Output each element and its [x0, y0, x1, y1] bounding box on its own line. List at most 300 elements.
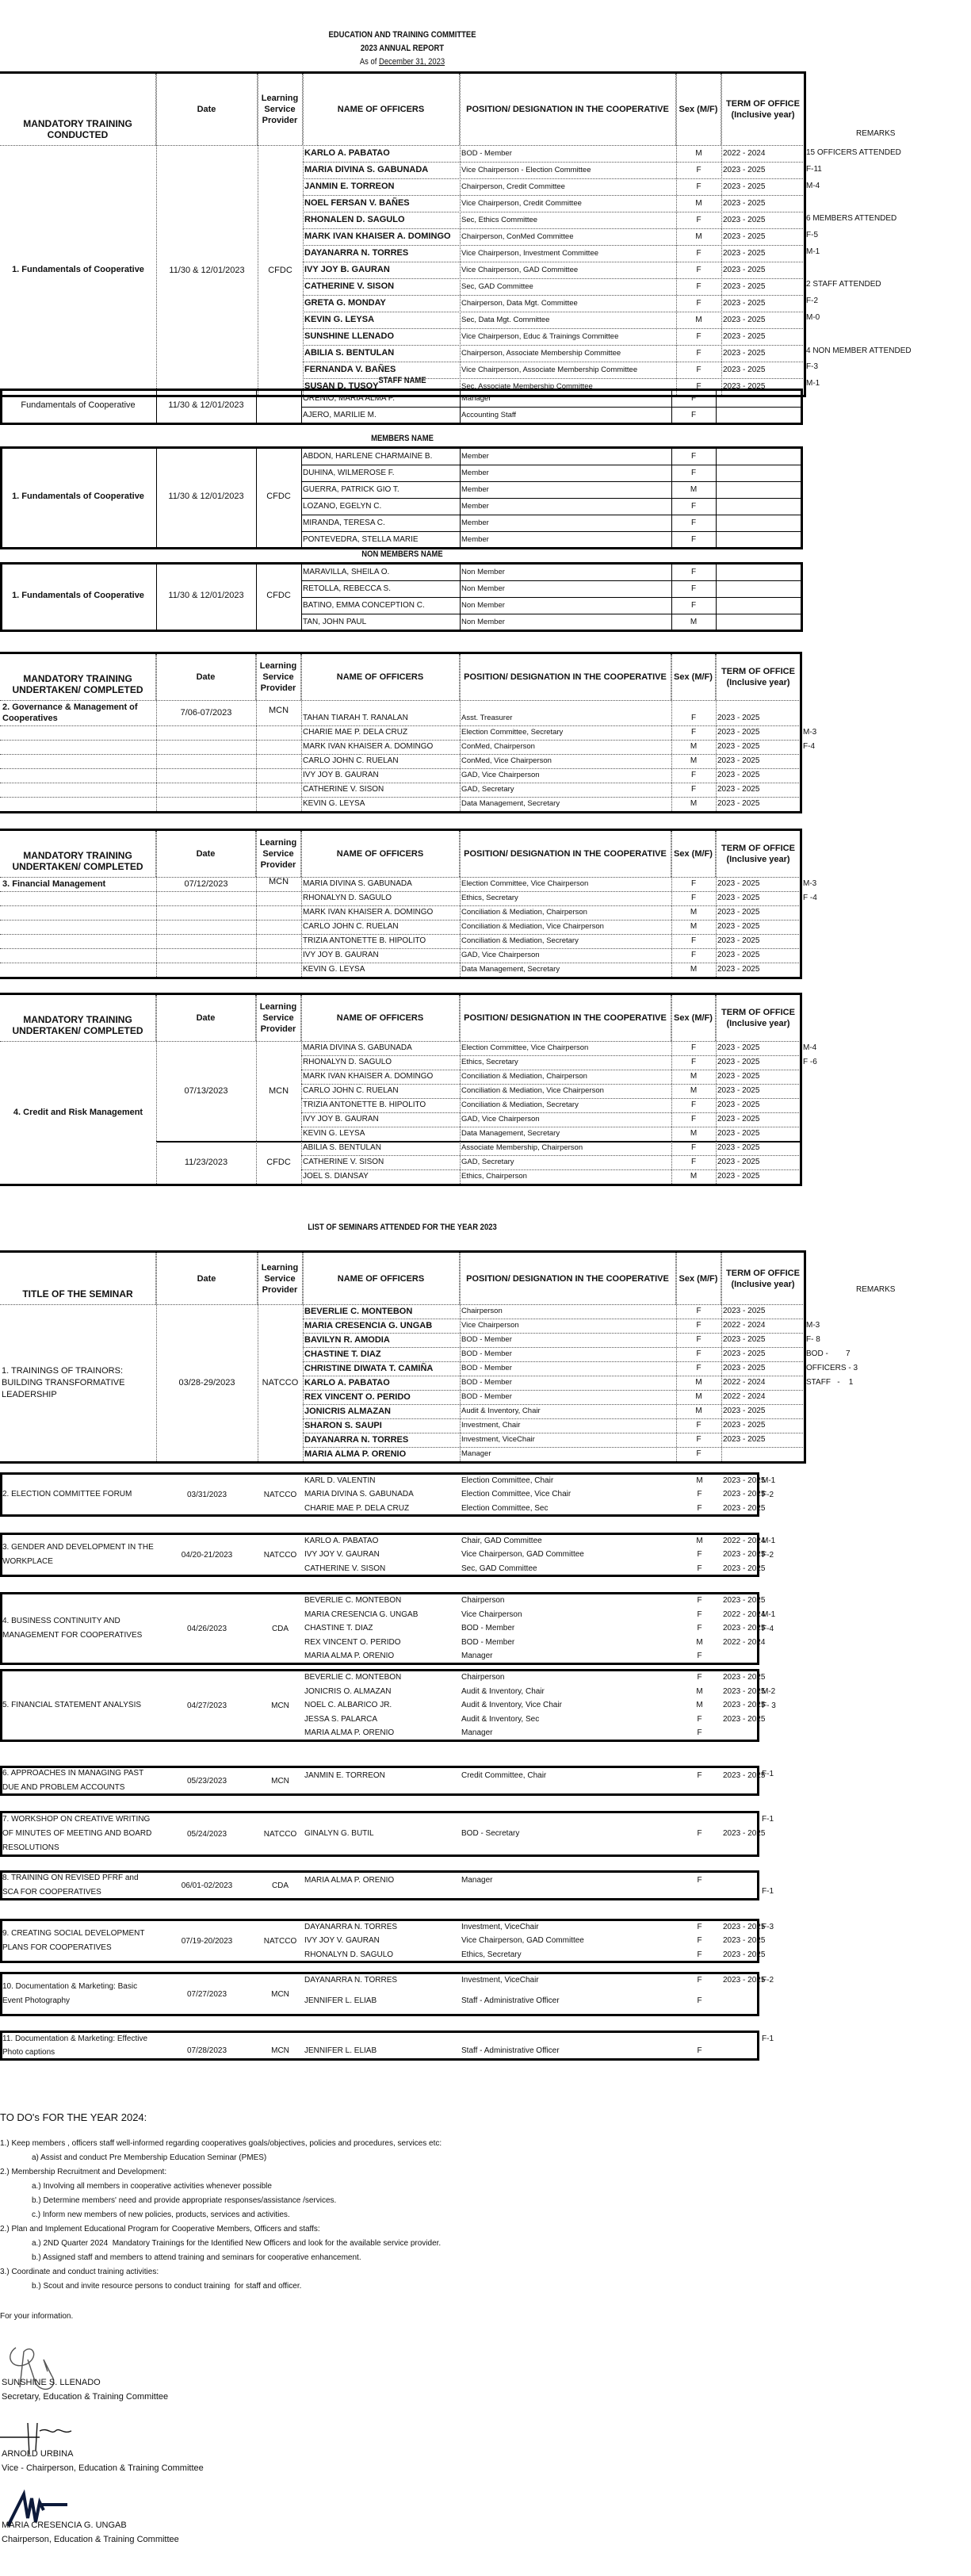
column-divider	[671, 654, 672, 811]
col-name-header: NAME OF OFFICERS	[301, 995, 460, 1041]
officer-name: MARIA DIVINA S. GABUNADA	[303, 879, 412, 888]
col-date-header: Date	[156, 654, 256, 700]
officer-position: BOD - Member	[461, 1392, 512, 1401]
attendee-term: 2023 - 2025	[723, 1550, 766, 1560]
remark-text: 6 MEMBERS ATTENDED	[806, 214, 897, 224]
attendee-name: DAYANARRA N. TORRES	[304, 1923, 398, 1931]
attendee-term: 2023 - 2025	[723, 1714, 766, 1724]
table-top-border	[0, 71, 805, 74]
remark-text: F-1	[762, 1815, 774, 1824]
officer-term: 2023 - 2025	[723, 182, 766, 191]
officer-sex: F	[690, 1100, 697, 1109]
officer-sex: F	[696, 299, 701, 308]
table-right-border	[800, 993, 802, 1186]
officer-term: 2023 - 2025	[717, 1058, 760, 1066]
remark-text: BOD - 7	[806, 1349, 851, 1358]
officer-term: 2023 - 2025	[717, 1158, 760, 1166]
officer-term: 2023 - 2025	[723, 382, 766, 391]
attendee-sex: F	[697, 1876, 702, 1885]
attendee-position: Chairperson	[461, 1596, 505, 1605]
col-training-header: MANDATORY TRAINING UNDERTAKEN/ COMPLETED	[0, 654, 156, 700]
col-sex-header: Sex (M/F)	[671, 995, 716, 1041]
officer-sex: M	[695, 316, 702, 324]
attendee-term: 2023 - 2025	[723, 1476, 766, 1485]
officer-term: 2023 - 2025	[717, 756, 760, 765]
officer-term: 2023 - 2025	[723, 166, 766, 174]
officer-term: 2023 - 2025	[717, 1100, 760, 1109]
officer-term: 2023 - 2025	[717, 908, 760, 917]
officer-name: ABDON, HARLENE CHARMAINE B.	[303, 452, 433, 461]
attendee-position: BOD - Member	[461, 1624, 515, 1633]
attendee-position: Vice Chairperson, GAD Committee	[461, 1936, 584, 1946]
attendee-name: JANMIN E. TORREON	[304, 1771, 385, 1780]
training-title: Fundamentals of Cooperative	[21, 400, 136, 410]
attendee-sex: F	[697, 1550, 702, 1560]
attendee-position: Manager	[461, 1876, 493, 1885]
officer-term: 2022 - 2024	[723, 1321, 766, 1330]
column-divider	[716, 995, 717, 1184]
officer-position: Sec, Associate Membership Committee	[461, 382, 593, 391]
attendee-term: 2023 - 2025	[723, 1490, 766, 1499]
attendee-term: 2023 - 2025	[723, 1923, 766, 1931]
seminar-date: 03/28-29/2023	[178, 1378, 235, 1388]
todo-item: 2.) Plan and Implement Educational Program for Cooperative Members, Officers and staffs:	[0, 2225, 320, 2233]
column-divider	[156, 74, 157, 395]
seminar-title: 5. FINANCIAL STATEMENT ANALYSIS	[2, 1701, 142, 1709]
attendee-position: Staff - Administrative Officer	[461, 1996, 560, 2005]
attendee-position: Election Committee, Sec	[461, 1503, 549, 1513]
officer-term: 2023 - 2025	[723, 1407, 766, 1415]
officer-sex: F	[690, 1058, 697, 1066]
remark-text: F-1	[762, 1887, 774, 1896]
officer-term: 2023 - 2025	[723, 266, 766, 274]
remark-text: M-2	[762, 1687, 776, 1696]
training-title: 1. Fundamentals of Cooperative	[12, 590, 144, 600]
remark-text: 4 NON MEMBER ATTENDED	[806, 346, 912, 355]
attendee-name: MARIA ALMA P. ORENIO	[304, 1876, 395, 1885]
officer-name: RETOLLA, REBECCA S.	[303, 584, 391, 593]
officer-sex: F	[696, 1421, 701, 1430]
column-divider	[716, 562, 717, 630]
seminar-date: 06/01-02/2023	[181, 1881, 233, 1890]
attendee-sex: M	[696, 1537, 703, 1545]
officer-term: 2023 - 2025	[723, 216, 766, 224]
officer-position: BOD - Member	[461, 1349, 512, 1358]
officer-term: 2023 - 2025	[717, 922, 760, 931]
training-date: 7/06-07/2023	[180, 708, 232, 718]
attendee-position: Staff - Administrative Officer	[461, 2046, 560, 2055]
seminar-title: 1. TRAININGS OF TRAINORS: BUILDING TRANSFORMATIVE LEADERSHIP	[2, 1365, 125, 1399]
officer-term: 2022 - 2024	[723, 1392, 766, 1401]
learning-service-provider: MCN	[271, 1989, 289, 1999]
column-divider	[460, 74, 461, 395]
officer-term: 2023 - 2025	[723, 1364, 766, 1372]
officer-name: CARLO JOHN C. RUELAN	[303, 922, 399, 931]
attendee-name: CHASTINE T. DIAZ	[304, 1624, 373, 1633]
officer-position: Conciliation & Mediation, Chairperson	[461, 1072, 587, 1081]
learning-service-provider: NATCCO	[263, 1829, 297, 1839]
attendee-position: Ethics, Secretary	[461, 1950, 522, 1959]
attendee-sex: F	[697, 1596, 702, 1605]
attendee-term: 2023 - 2025	[723, 1829, 766, 1838]
officer-term: 2023 - 2025	[723, 332, 766, 341]
table-top-border	[0, 829, 801, 831]
officer-sex: M	[690, 756, 698, 765]
seminar-title: 2. ELECTION COMMITTEE FORUM	[2, 1490, 132, 1499]
column-divider	[256, 654, 257, 811]
column-divider	[716, 389, 717, 423]
table-bottom-border	[0, 977, 801, 979]
col-position-header: POSITION/ DESIGNATION IN THE COOPERATIVE	[460, 995, 671, 1041]
remark-text: F-3	[762, 1923, 774, 1931]
training-date: 11/30 & 12/01/2023	[169, 265, 245, 275]
officer-sex: F	[690, 714, 697, 722]
officer-name: IVY JOY B. GAURAN	[303, 1115, 379, 1123]
attendee-name: GINALYN G. BUTIL	[304, 1829, 374, 1838]
officer-position: Member	[461, 535, 489, 544]
officer-position: Ethics, Chairperson	[461, 1172, 527, 1181]
attendee-sex: F	[697, 1923, 702, 1931]
officer-term: 2023 - 2025	[723, 1335, 766, 1344]
col-sex-header: Sex (M/F)	[676, 1253, 721, 1304]
remark-text: M-3	[803, 728, 817, 737]
officer-position: Data Management, Secretary	[461, 1129, 560, 1138]
attendee-term: 2023 - 2025	[723, 1686, 766, 1696]
officer-sex: M	[690, 922, 698, 931]
officer-position: Vice Chairperson, Investment Committee	[461, 249, 599, 258]
officer-name: KARLO A. PABATAO	[304, 148, 390, 158]
attendee-position: Chairperson	[461, 1673, 505, 1682]
attendee-term	[721, 1874, 759, 1887]
officer-sex: F	[696, 1307, 701, 1315]
col-position-header: POSITION/ DESIGNATION IN THE COOPERATIVE	[460, 654, 671, 700]
officer-name: IVY JOY B. GAURAN	[303, 771, 379, 779]
officer-name: SUNSHINE LLENADO	[304, 331, 395, 341]
attendee-term: 2023 - 2025	[723, 1936, 766, 1946]
officer-sex: F	[696, 1435, 701, 1444]
seminar-date: 04/26/2023	[186, 1624, 227, 1633]
officer-name: MARK IVAN KHAISER A. DOMINGO	[304, 232, 451, 241]
officer-sex: F	[696, 1364, 701, 1372]
remark-text: F-5	[806, 231, 818, 239]
officer-name: FERNANDA V. BAÑES	[304, 365, 396, 374]
column-divider	[256, 446, 257, 548]
officer-sex: F	[690, 1143, 697, 1152]
attendee-position: Election Committee, Chair	[461, 1476, 554, 1485]
officer-name: GRETA G. MONDAY	[304, 298, 386, 308]
officer-sex: F	[696, 1321, 701, 1330]
officer-position: Non Member	[461, 618, 505, 626]
officer-sex: F	[690, 728, 697, 737]
signatory-title: Vice - Chairperson, Education & Training Committee	[2, 2463, 204, 2473]
col-term-header: TERM OF OFFICE (Inclusive year)	[721, 667, 795, 687]
column-divider	[301, 654, 302, 811]
officer-term: 2023 - 2025	[717, 1115, 760, 1123]
as-of-prefix: As of	[359, 57, 380, 67]
signatory-name: ARNOLD URBINA	[2, 2449, 74, 2459]
table-top-border	[0, 652, 801, 654]
seminar-title: 9. CREATING SOCIAL DEVELOPMENT PLANS FOR COOPERATIVES	[2, 1929, 145, 1952]
remark-text: STAFF - 1	[806, 1378, 854, 1387]
attendee-name: BEVERLIE C. MONTEBON	[304, 1673, 402, 1682]
officer-sex: F	[690, 601, 697, 610]
officer-sex: F	[690, 535, 697, 544]
officer-position: Ethics, Secretary	[461, 1058, 518, 1066]
column-divider	[460, 831, 461, 977]
as-of-date: December 31, 2023	[379, 57, 445, 67]
officer-name: MARIA DIVINA S. GABUNADA	[303, 1043, 412, 1052]
remark-text: F-4	[803, 742, 815, 751]
col-name-header: NAME OF OFFICERS	[303, 1253, 460, 1304]
attendee-name: IVY JOY V. GAURAN	[304, 1936, 380, 1946]
officer-position: GAD, Vice Chairperson	[461, 951, 540, 959]
column-divider	[671, 995, 672, 1184]
officer-term: 2023 - 2025	[723, 349, 766, 358]
todo-item: a) Assist and conduct Pre Membership Education Seminar (PMES)	[32, 2153, 267, 2162]
attendee-term	[721, 1991, 759, 2011]
officer-sex: F	[690, 452, 697, 461]
remark-text: M-1	[806, 247, 820, 256]
officer-term: 2023 - 2025	[717, 771, 760, 779]
officer-name: TRIZIA ANTONETTE B. HIPOLITO	[303, 1100, 426, 1109]
officer-term: 2023 - 2025	[717, 879, 760, 888]
attendee-term: 2023 - 2025	[723, 1503, 766, 1513]
remark-text: M-1	[762, 1537, 776, 1545]
todo-heading: TO DO's FOR THE YEAR 2024:	[0, 2111, 147, 2123]
officer-sex: F	[690, 584, 697, 593]
attendee-sex: F	[697, 1624, 702, 1633]
attendee-sex: F	[697, 1771, 702, 1780]
officer-position: Vice Chairperson, Credit Committee	[461, 199, 582, 208]
officer-sex: F	[696, 166, 701, 174]
signatory-name: SUNSHINE S. LLENADO	[2, 2378, 101, 2387]
attendee-name: JENNIFER L. ELIAB	[304, 1996, 377, 2005]
officer-name: CHASTINE T. DIAZ	[304, 1349, 381, 1359]
col-training-header: TITLE OF THE SEMINAR	[0, 1253, 156, 1304]
training-date: 11/30 & 12/01/2023	[168, 591, 244, 600]
remarks-header: REMARKS	[856, 1285, 896, 1294]
seminar-date: 07/27/2023	[186, 1989, 227, 1999]
attendee-term: 2023 - 2025	[723, 1771, 766, 1780]
officer-term: 2023 - 2025	[717, 714, 760, 722]
officer-position: Sec, GAD Committee	[461, 282, 533, 291]
col-sex-header: Sex (M/F)	[676, 74, 721, 145]
remark-text: M-3	[803, 879, 817, 888]
officer-sex: F	[690, 502, 697, 511]
column-divider	[156, 654, 157, 811]
attendee-sex: F	[697, 1996, 702, 2005]
attendee-position: Manager	[461, 1728, 493, 1738]
seminar-date: 04/27/2023	[186, 1701, 227, 1710]
col-term-header: TERM OF OFFICE (Inclusive year)	[721, 1008, 795, 1028]
attendee-name: DAYANARRA N. TORRES	[304, 1976, 398, 1985]
committee-title: EDUCATION AND TRAINING COMMITTEE	[328, 30, 476, 40]
column-divider	[256, 995, 257, 1184]
officer-name: MARAVILLA, SHEILA O.	[303, 568, 390, 576]
column-divider	[301, 389, 302, 423]
column-divider	[676, 74, 677, 395]
officer-sex: F	[690, 1158, 697, 1166]
officer-name: MARIA DIVINA S. GABUNADA	[304, 165, 429, 174]
section-label: STAFF NAME	[378, 376, 426, 385]
todo-item: b.) Scout and invite resource persons to conduct training for staff and officer.	[32, 2282, 302, 2291]
attendee-term	[721, 1649, 759, 1663]
seminar-title: 7. WORKSHOP ON CREATIVE WRITING OF MINUTES OF MEETING AND BOARD RESOLUTIONS	[2, 1815, 152, 1852]
officer-position: Chairperson, ConMed Committee	[461, 232, 574, 241]
officer-sex: F	[696, 382, 701, 391]
officer-sex: F	[690, 951, 697, 959]
remark-text: F-3	[806, 362, 818, 372]
officer-position: Conciliation & Mediation, Vice Chairperson	[461, 922, 604, 931]
officer-name: RHONALYN D. SAGULO	[303, 1058, 392, 1066]
officer-name: KARLO A. PABATAO	[304, 1378, 390, 1388]
officer-name: CHARIE MAE P. DELA CRUZ	[303, 728, 408, 737]
col-date-header: Date	[156, 74, 258, 145]
seminar-date: 05/23/2023	[186, 1776, 227, 1786]
col-name-header: NAME OF OFFICERS	[301, 831, 460, 877]
officer-position: Vice Chairperson	[461, 1321, 519, 1330]
seminar-title: 6. APPROACHES IN MANAGING PAST DUE AND PROBLEM ACCOUNTS	[2, 1769, 144, 1792]
officer-position: Member	[461, 502, 489, 511]
officer-name: KEVIN G. LEYSA	[304, 315, 375, 324]
remark-text: M-4	[806, 181, 820, 190]
attendee-position: Sec, GAD Committee	[461, 1564, 537, 1573]
officer-position: Data Management, Secretary	[461, 965, 560, 974]
training-title: 1. Fundamentals of Cooperative	[12, 491, 144, 501]
officer-name: TAN, JOHN PAUL	[303, 618, 367, 626]
attendee-name: CATHERINE V. SISON	[304, 1564, 386, 1573]
officer-term: 2023 - 2025	[723, 299, 766, 308]
attendee-term	[721, 2044, 759, 2057]
officer-position: Asst. Treasurer	[461, 714, 513, 722]
officer-position: Accounting Staff	[461, 411, 517, 419]
attendee-sex: F	[697, 1610, 702, 1619]
col-sex-header: Sex (M/F)	[671, 831, 716, 877]
officer-name: DUHINA, WILMEROSE F.	[303, 469, 395, 477]
as-of-line	[56, 57, 748, 67]
learning-service-provider: CDA	[271, 1624, 289, 1633]
officer-position: Non Member	[461, 568, 505, 576]
officer-position: Election Committee, Secretary	[461, 728, 564, 737]
officer-sex: M	[690, 742, 698, 751]
remark-text: F- 8	[806, 1335, 820, 1344]
officer-term: 2023 - 2025	[717, 799, 760, 808]
col-name-header: NAME OF OFFICERS	[301, 654, 460, 700]
officer-term: 2023 - 2025	[723, 282, 766, 291]
officer-term: 2023 - 2025	[717, 1086, 760, 1095]
learning-service-provider: NATCCO	[263, 1936, 297, 1946]
officer-position: Investment, Chair	[461, 1421, 521, 1430]
table-bottom-border	[0, 1461, 805, 1464]
officer-position: BOD - Member	[461, 1378, 512, 1387]
remarks-header: REMARKS	[856, 129, 896, 138]
attendee-term: 2022 - 2024	[723, 1610, 766, 1619]
learning-service-provider: CFDC	[266, 591, 291, 600]
attendee-name: BEVERLIE C. MONTEBON	[304, 1596, 402, 1605]
attendee-term: 2022 - 2024	[723, 1537, 766, 1545]
officer-position: Election Committee, Vice Chairperson	[461, 879, 589, 888]
officer-term: 2023 - 2025	[717, 1129, 760, 1138]
attendee-term: 2023 - 2025	[723, 1976, 766, 1985]
officer-term: 2022 - 2024	[723, 1378, 766, 1387]
training-title: 1. Fundamentals of Cooperative	[12, 265, 144, 274]
todo-item: c.) Inform new members of new policies, products, services and activities.	[32, 2210, 290, 2219]
attendee-name: IVY JOY V. GAURAN	[304, 1550, 380, 1560]
seminar-title: 10. Documentation & Marketing: Basic Event Photography	[2, 1982, 138, 2005]
officer-position: Chairperson, Data Mgt. Committee	[461, 299, 578, 308]
seminar-date: 07/19-20/2023	[181, 1936, 233, 1946]
column-divider	[460, 389, 461, 423]
officer-term: 2023 - 2025	[717, 728, 760, 737]
officer-term: 2023 - 2025	[717, 742, 760, 751]
officer-sex: F	[690, 1115, 697, 1123]
attendee-term: 2022 - 2024	[723, 1637, 766, 1647]
col-lsp-header: Learning Service Provider	[258, 1253, 303, 1304]
signatory-title: Chairperson, Education & Training Committee	[2, 2535, 179, 2544]
officer-term: 2023 - 2025	[723, 232, 766, 241]
officer-name: JANMIN E. TORREON	[304, 182, 395, 191]
officer-position: Sec, Ethics Committee	[461, 216, 538, 224]
learning-service-provider	[256, 389, 301, 422]
officer-name: IVY JOY B. GAURAN	[303, 951, 379, 959]
officer-name: KEVIN G. LEYSA	[303, 1129, 365, 1138]
attendee-name: MARIA ALMA P. ORENIO	[304, 1652, 395, 1661]
officer-name: JONICRIS ALMAZAN	[304, 1407, 391, 1416]
col-name-header: NAME OF OFFICERS	[303, 74, 460, 145]
officer-sex: M	[695, 199, 702, 208]
officer-sex: M	[690, 1086, 698, 1095]
attendee-name: JONICRIS O. ALMAZAN	[304, 1686, 392, 1696]
col-sex-header: Sex (M/F)	[671, 654, 716, 700]
officer-sex: F	[690, 894, 697, 902]
seminar-title: 11. Documentation & Marketing: Effective Photo captions	[2, 2034, 148, 2057]
officer-sex: F	[696, 1449, 701, 1458]
todo-item: b.) Determine members' need and provide appropriate responses/assistance /services.	[32, 2196, 337, 2205]
officer-name: CARLO JOHN C. RUELAN	[303, 756, 399, 765]
officer-sex: F	[690, 394, 697, 403]
officer-term: 2023 - 2025	[723, 199, 766, 208]
officer-term: 2023 - 2025	[723, 1349, 766, 1358]
officer-sex: F	[690, 771, 697, 779]
officer-term: 2022 - 2024	[723, 149, 766, 158]
attendee-position: Vice Chairperson	[461, 1610, 522, 1619]
officer-sex: F	[696, 216, 701, 224]
officer-term: 2023 - 2025	[723, 366, 766, 374]
officer-term: 2023 - 2025	[723, 1435, 766, 1444]
attendee-name: NOEL C. ALBARICO JR.	[304, 1701, 392, 1710]
remark-text: F-11	[806, 164, 822, 174]
officer-sex: M	[690, 965, 698, 974]
training-title: 2. Governance & Management of Cooperatives	[2, 702, 138, 723]
officer-term: 2023 - 2025	[723, 1421, 766, 1430]
officer-sex: F	[696, 182, 701, 191]
col-position-header: POSITION/ DESIGNATION IN THE COOPERATIVE	[460, 831, 671, 877]
officer-name: DAYANARRA N. TORRES	[304, 1435, 409, 1445]
officer-name: CATHERINE V. SISON	[303, 1158, 384, 1166]
remark-text: F-2	[762, 1976, 774, 1985]
learning-service-provider: MCN	[271, 2046, 289, 2055]
attendee-term: 2023 - 2025	[723, 1673, 766, 1682]
attendee-name: MARIA DIVINA S. GABUNADA	[304, 1490, 414, 1499]
officer-name: MARIA ALMA P. ORENIO	[304, 1449, 407, 1459]
officer-position: GAD, Secretary	[461, 1158, 514, 1166]
officer-position: Chairperson, Associate Membership Committee	[461, 349, 621, 358]
col-training-header: MANDATORY TRAINING UNDERTAKEN/ COMPLETED	[0, 995, 156, 1041]
column-divider	[301, 995, 302, 1184]
attendee-position: BOD - Member	[461, 1637, 515, 1647]
attendee-name: REX VINCENT O. PERIDO	[304, 1637, 401, 1647]
officer-sex: M	[695, 149, 702, 158]
